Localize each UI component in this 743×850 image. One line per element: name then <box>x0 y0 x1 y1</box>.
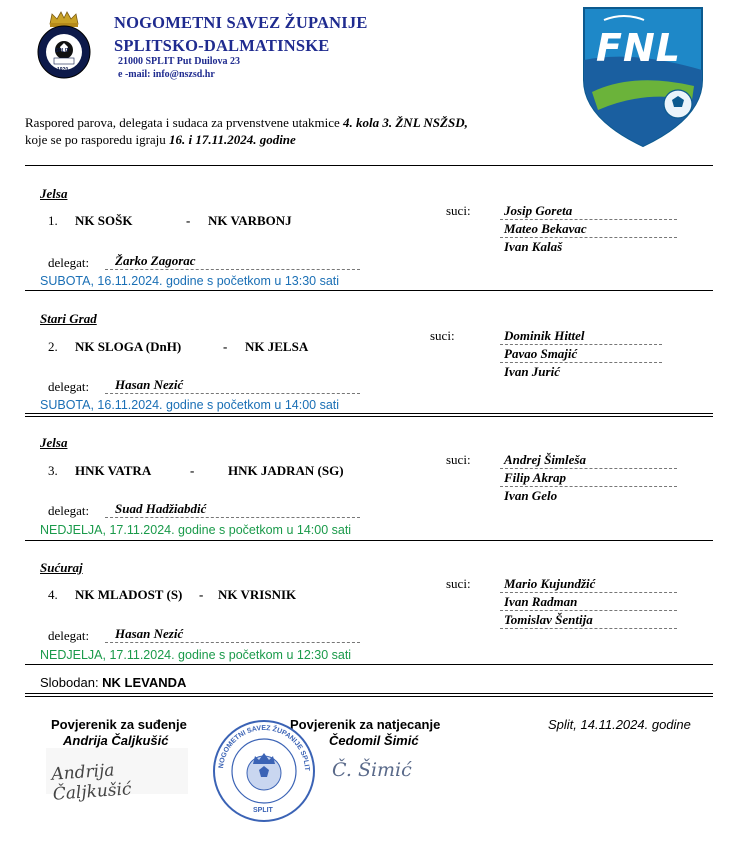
stamp-arc-text: NOGOMETNI SAVEZ ŽUPANIJE SPLIT <box>218 724 311 772</box>
competition-commissioner-name: Čedomil Šimić <box>329 733 419 748</box>
match-2-referee-1-line <box>500 344 662 345</box>
org-email: e -mail: info@nszsd.hr <box>118 69 215 80</box>
match-2-home: NK SLOGA (DnH) <box>75 339 182 354</box>
match-2-venue: Stari Grad <box>40 311 97 326</box>
match-2-delegate: Hasan Nezić <box>115 377 184 392</box>
match-2-row <box>48 339 368 357</box>
referee-commissioner-name: Andrija Čaljkušić <box>63 733 169 748</box>
match-2-number: 2. <box>48 339 58 354</box>
nszsd-logo <box>32 10 96 80</box>
match-1-home: NK SOŠK <box>75 213 133 228</box>
match-4-schedule: NEDJELJA, 17.11.2024. godine s početkom u 12:30 sati <box>40 648 352 662</box>
stamp-city: SPLIT <box>253 807 273 814</box>
logo-left-year: 1920 <box>57 67 69 73</box>
divider-4 <box>25 664 713 665</box>
intro-line1-plain: Raspored parova, delegata i sudaca za prvenstvene utakmice <box>25 115 343 130</box>
match-1-number: 1. <box>48 213 58 228</box>
match-4-home: NK MLADOST (S) <box>75 587 183 602</box>
referee-signature-script: Andrija Čaljkušić <box>50 760 133 805</box>
match-1-delegate: Žarko Zagorac <box>115 253 196 268</box>
match-3-away: HNK JADRAN (SG) <box>228 463 344 478</box>
match-4-delegate-label: delegat: <box>48 628 90 643</box>
divider-5b <box>25 696 713 697</box>
competition-commissioner-signature <box>328 755 423 789</box>
divider-1 <box>25 290 713 291</box>
match-3-delegate: Suad Hadžiabdić <box>115 501 207 516</box>
match-1-schedule: SUBOTA, 16.11.2024. godine s početkom u 13:30 sati <box>40 274 340 288</box>
free-team-label: Slobodan: <box>40 675 103 690</box>
match-4-referee-3: Tomislav Šentija <box>504 612 593 627</box>
match-1-referee-3: Ivan Kalaš <box>504 239 563 254</box>
match-1-referees-label: suci: <box>446 203 471 218</box>
free-team-name: NK LEVANDA <box>102 675 187 690</box>
divider-2b <box>25 416 713 417</box>
match-4-delegate-line <box>105 642 360 643</box>
match-4-number: 4. <box>48 587 58 602</box>
referee-commissioner-signature <box>46 748 188 805</box>
match-3-dash: - <box>190 463 195 478</box>
match-4-referees-label: suci: <box>446 576 471 591</box>
divider-top <box>25 165 713 166</box>
match-2-referee-1: Dominik Hittel <box>504 328 585 343</box>
match-3-referee-3: Ivan Gelo <box>504 488 558 503</box>
match-3-number: 3. <box>48 463 58 478</box>
match-4-referee-1-line <box>500 592 677 593</box>
match-2-referee-2-line <box>500 362 662 363</box>
intro-line2-plain: koje se po rasporedu igraju <box>25 132 170 147</box>
match-2-away: NK JELSA <box>245 339 309 354</box>
match-4-delegate: Hasan Nezić <box>115 626 184 641</box>
intro-line1 <box>25 115 468 131</box>
match-4-row <box>48 587 368 605</box>
match-3-delegate-line <box>105 517 360 518</box>
match-3-referee-1: Andrej Šimleša <box>504 452 586 467</box>
competition-signature-script: Č. Šimić <box>332 759 412 781</box>
match-1-delegate-line <box>105 269 360 270</box>
fnl-logo-text: FNL <box>596 26 681 70</box>
divider-5a <box>25 693 713 694</box>
match-4-venue: Sućuraj <box>40 560 83 575</box>
org-name-line2: SPLITSKO-DALMATINSKE <box>114 36 330 55</box>
match-2-schedule: SUBOTA, 16.11.2024. godine s početkom u 14:00 sati <box>40 398 340 412</box>
match-3-referee-2: Filip Akrap <box>504 470 567 485</box>
match-1-delegate-label: delegat: <box>48 255 90 270</box>
match-1-referee-2-line <box>500 237 677 238</box>
match-1-away: NK VARBONJ <box>208 213 292 228</box>
intro-line1-bold: 4. kola 3. ŽNL NSŽSD, <box>343 115 468 130</box>
divider-3 <box>25 540 713 541</box>
match-3-home: HNK VATRA <box>75 463 152 478</box>
competition-commissioner-title: Povjerenik za natjecanje <box>290 717 441 732</box>
logo-left-text: SPLIT <box>55 48 70 54</box>
match-2-referees-label: suci: <box>430 328 455 343</box>
match-4-away: NK VRISNIK <box>218 587 297 602</box>
match-3-referee-2-line <box>500 486 677 487</box>
match-3-row <box>48 463 368 481</box>
intro-line2-bold: 16. i 17.11.2024. godine <box>169 132 296 147</box>
match-4-referee-2-line <box>500 610 677 611</box>
match-1-referee-1-line <box>500 219 677 220</box>
match-3-referee-1-line <box>500 468 677 469</box>
match-4-referee-1: Mario Kujundžić <box>504 576 596 591</box>
match-4-dash: - <box>199 587 204 602</box>
match-1-referee-2: Mateo Bekavac <box>504 221 587 236</box>
match-3-schedule: NEDJELJA, 17.11.2024. godine s početkom u 14:00 sati <box>40 523 352 537</box>
match-2-delegate-label: delegat: <box>48 379 90 394</box>
document-date: Split, 14.11.2024. godine <box>548 717 691 732</box>
intro-line2 <box>25 132 296 148</box>
org-address: 21000 SPLIT Put Duilova 23 <box>118 56 241 67</box>
match-2-dash: - <box>223 339 228 354</box>
match-2-delegate-line <box>105 393 360 394</box>
match-1-row <box>48 213 368 231</box>
referee-commissioner-title: Povjerenik za suđenje <box>51 717 187 732</box>
match-3-delegate-label: delegat: <box>48 503 90 518</box>
divider-2a <box>25 413 713 414</box>
match-1-venue: Jelsa <box>40 186 68 201</box>
match-2-referee-3: Ivan Jurić <box>504 364 560 379</box>
fnl-logo <box>574 0 712 148</box>
match-2-referee-2: Pavao Smajić <box>504 346 578 361</box>
match-4-referee-3-line <box>500 628 677 629</box>
free-team <box>40 675 186 690</box>
official-stamp <box>211 718 317 824</box>
match-4-referee-2: Ivan Radman <box>504 594 578 609</box>
match-1-dash: - <box>186 213 191 228</box>
org-name-line1: NOGOMETNI SAVEZ ŽUPANIJE <box>114 13 368 32</box>
match-1-referee-1: Josip Goreta <box>504 203 573 218</box>
match-3-venue: Jelsa <box>40 435 68 450</box>
match-3-referees-label: suci: <box>446 452 471 467</box>
